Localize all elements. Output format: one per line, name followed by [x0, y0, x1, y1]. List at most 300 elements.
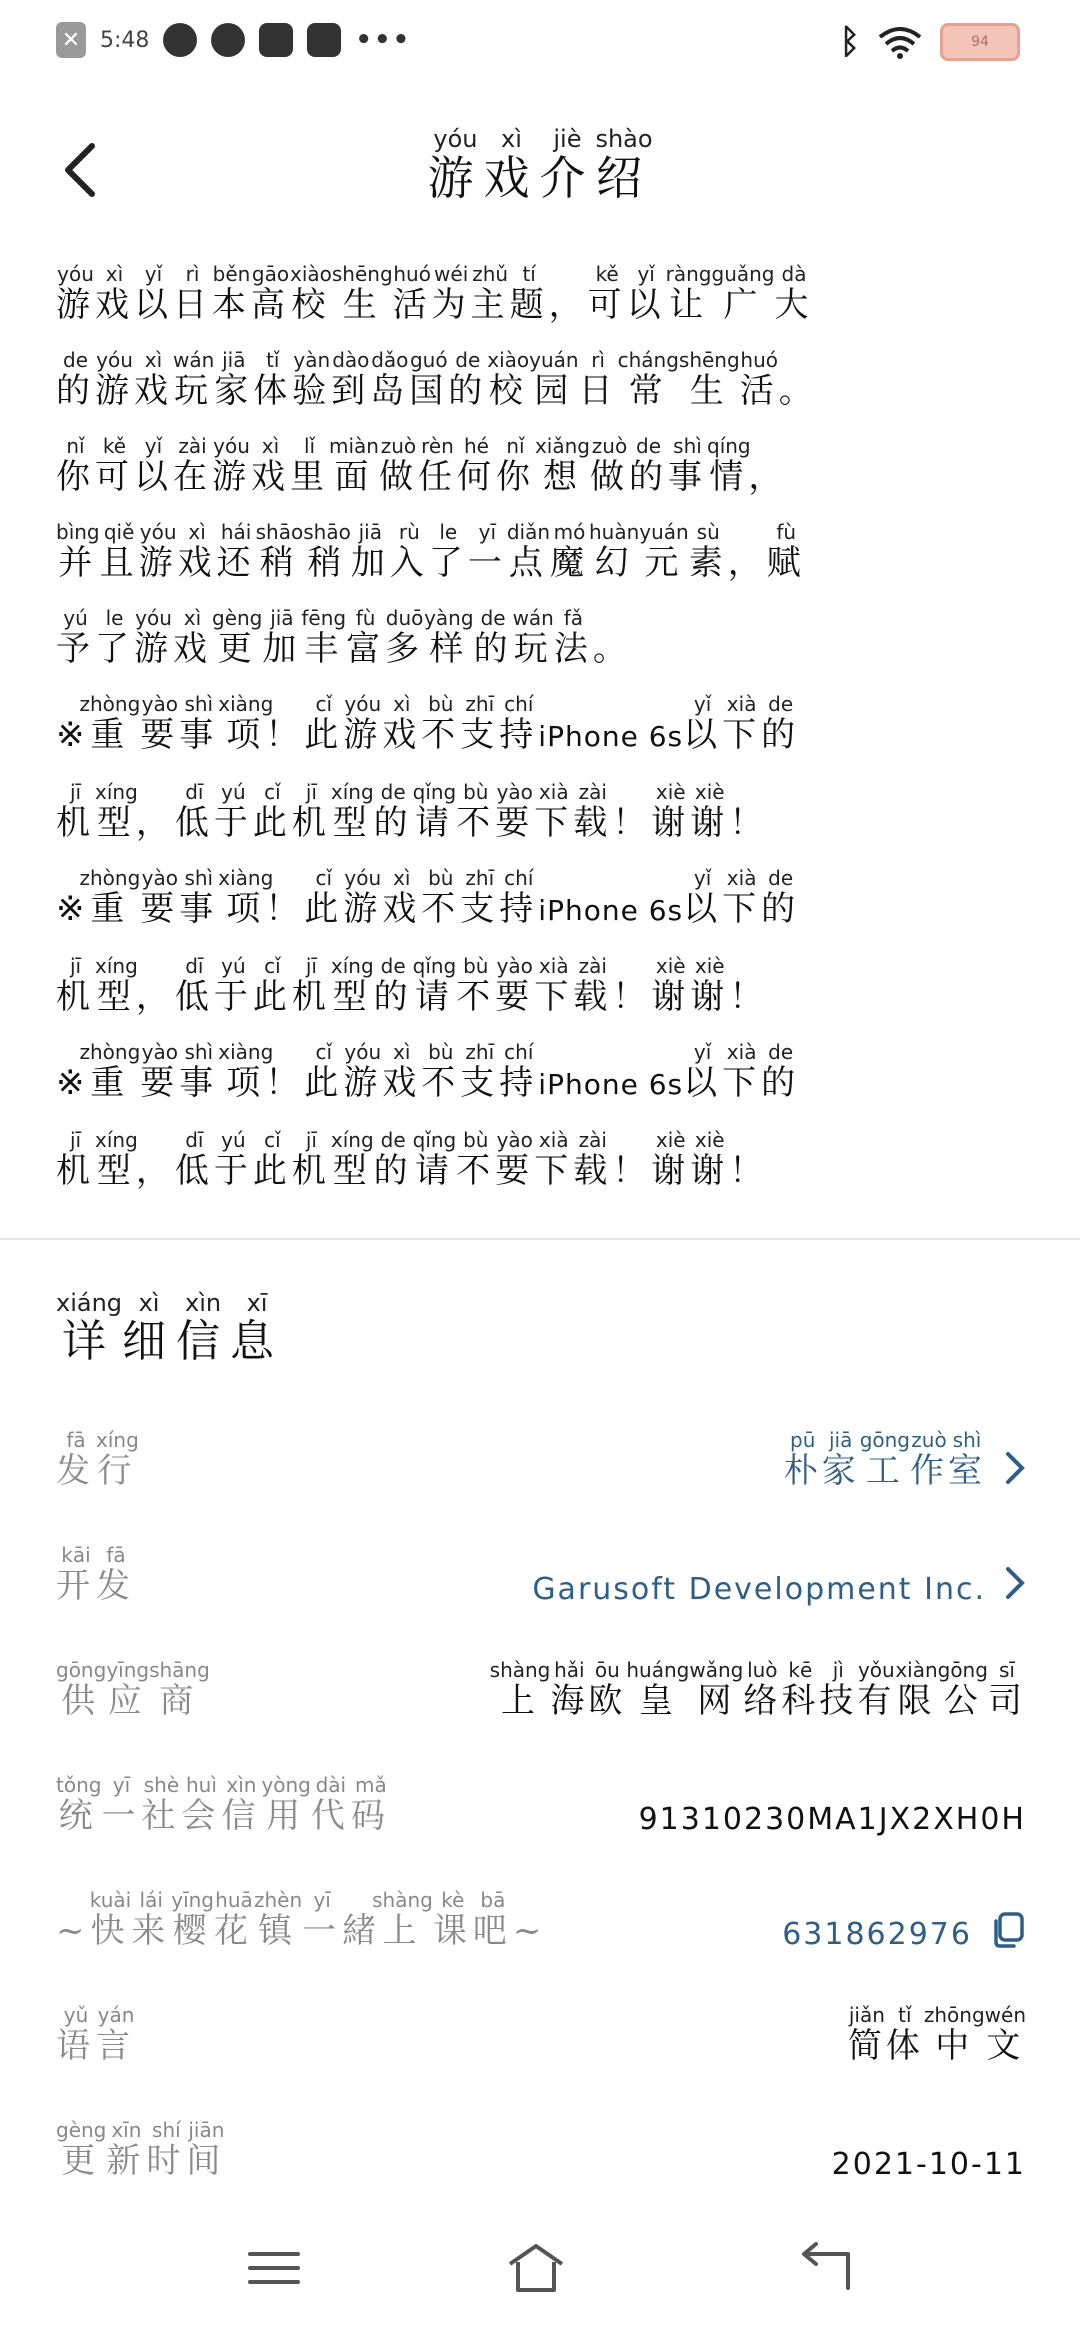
notice-char: ※	[56, 1063, 90, 1103]
update-time-label	[56, 2118, 227, 2182]
supplier-value-char: 欧ōu	[588, 1658, 627, 1721]
intro-char: 且qiě	[99, 520, 139, 583]
notice-char: 游yóu	[343, 1040, 383, 1103]
notice-char: 请qǐng	[412, 1128, 457, 1191]
developer-value[interactable]: Garusoft Development Inc.	[532, 1572, 986, 1607]
supplier-label-char: 应yīng	[106, 1658, 150, 1721]
notice-char: 下xià	[534, 780, 574, 843]
close-notification-icon: ✕	[56, 22, 86, 58]
qq-group-row[interactable]	[56, 1870, 1026, 1960]
intro-char: 广guǎng	[711, 262, 775, 325]
intro-char: 玩wán	[173, 348, 215, 411]
intro-char: 家jiā	[214, 348, 254, 411]
title-char: 介jiè	[539, 125, 596, 205]
notice-char: 下xià	[722, 866, 762, 929]
notice-char: 的de	[373, 780, 413, 843]
intro-char: 的de	[629, 434, 668, 497]
notice-char: 要yào	[140, 1040, 180, 1103]
intro-char: 常cháng	[617, 348, 679, 411]
update-label-char: 时shí	[146, 2118, 187, 2181]
publisher-label	[56, 1428, 139, 1492]
notice-char: 下xià	[534, 1128, 574, 1191]
notice-char: 载zài	[573, 954, 613, 1017]
notice-char: 戏xì	[382, 692, 422, 755]
intro-char: 到dào	[331, 348, 371, 411]
credit-code-row	[56, 1755, 1026, 1845]
intro-char: 了le	[95, 606, 134, 669]
intro-char: 游yóu	[134, 606, 173, 669]
notice-char: iPhone 6s	[538, 894, 684, 927]
notice-char: 型xíng	[95, 954, 138, 1017]
intro-char: 做zuò	[378, 434, 418, 497]
intro-char: ，	[548, 285, 588, 325]
intro-char: 游yóu	[138, 520, 178, 583]
notice-char: 机jī	[56, 954, 95, 1017]
notice-char: 不bù	[421, 866, 461, 929]
language-value-char: 简jiǎn	[847, 2003, 886, 2066]
notice-char: 持chí	[499, 1040, 539, 1103]
credit-label-char: 社shè	[141, 1773, 182, 1836]
game-intro	[56, 262, 1016, 1214]
publisher-value-char: 家jiā	[821, 1428, 860, 1491]
menu-icon[interactable]	[244, 2240, 304, 2296]
intro-char: 为wéi	[431, 262, 471, 325]
notice-char: 要yào	[140, 692, 180, 755]
intro-char: 魔mó	[550, 520, 589, 583]
notice-char: ※	[56, 715, 90, 755]
notice-char: 事shì	[179, 692, 219, 755]
supplier-label-char: 商shāng	[149, 1658, 210, 1721]
notice-char: 于yú	[213, 1128, 253, 1191]
supplier-value-char: 限xiàn	[895, 1658, 938, 1721]
intro-char: 岛dǎo	[370, 348, 410, 411]
notice-char: 不bù	[456, 1128, 496, 1191]
intro-char: 验yàn	[292, 348, 332, 411]
details-title-char: 细xì	[122, 1289, 177, 1367]
notice-char: 此cǐ	[304, 866, 344, 929]
intro-char: 多duō	[385, 606, 425, 669]
system-nav-bar	[0, 2230, 1080, 2310]
qq-label-char: 快kuài	[89, 1888, 132, 1951]
qq-label-char: 镇zhèn	[253, 1888, 303, 1951]
language-value	[847, 2003, 1026, 2067]
intro-char: 高gāo	[251, 262, 290, 325]
title-char: 绍shào	[595, 125, 653, 205]
notice-char: iPhone 6s	[538, 720, 684, 753]
qq-label-char: 樱yīng	[171, 1888, 214, 1951]
intro-char: 稍shāo	[303, 520, 351, 583]
qq-label-char: 课kè	[432, 1888, 473, 1951]
notice-char: 型xíng	[95, 1128, 138, 1191]
notice-char: 谢xiè	[651, 1128, 691, 1191]
notice-char: 重zhòng	[79, 692, 141, 755]
supplier-value	[489, 1658, 1026, 1722]
details-title	[56, 1289, 285, 1369]
intro-char: 何hé	[456, 434, 496, 497]
publisher-value-char: 朴pū	[783, 1428, 822, 1491]
notice-char: 此cǐ	[252, 954, 292, 1017]
wallet-icon	[259, 23, 293, 57]
notice-char: 以yǐ	[683, 692, 723, 755]
notice-char: 游yóu	[343, 692, 383, 755]
update-time-value: 2021-10-11	[831, 2147, 1026, 2182]
intro-line	[56, 262, 1016, 348]
qq-label-char: 緒	[342, 1911, 383, 1951]
notice-char: ！	[612, 803, 652, 843]
intro-char: 戏xì	[134, 348, 173, 411]
notice-char: 谢xiè	[690, 780, 730, 843]
notice-char: 的de	[761, 1040, 801, 1103]
copy-icon[interactable]	[990, 1912, 1026, 1948]
developer-row[interactable]	[56, 1525, 1026, 1615]
page-title	[427, 125, 653, 208]
intro-char: 的de	[473, 606, 513, 669]
supplier-value-char: 技jì	[819, 1658, 858, 1721]
intro-char: 游yóu	[56, 262, 95, 325]
notice-char: 不bù	[421, 1040, 461, 1103]
notice-char: 此cǐ	[304, 692, 344, 755]
intro-char: 点diǎn	[506, 520, 550, 583]
intro-char: 题tí	[509, 262, 549, 325]
intro-char: 以yǐ	[134, 262, 173, 325]
intro-char: 更gèng	[212, 606, 263, 669]
status-bar	[0, 0, 1080, 84]
credit-label-char: 一yī	[101, 1773, 142, 1836]
language-value-char: 文wén	[984, 2003, 1026, 2066]
intro-char: 富fù	[346, 606, 386, 669]
notice-char: 下xià	[534, 954, 574, 1017]
qq-group-label	[56, 1888, 548, 1952]
section-divider	[0, 1238, 1080, 1240]
notice-char: 下xià	[722, 692, 762, 755]
intro-char: ，	[727, 543, 767, 583]
intro-char: 体tǐ	[253, 348, 293, 411]
notice-char: 机jī	[56, 780, 95, 843]
notice-char: 型xíng	[330, 954, 374, 1017]
intro-char: 校xiào	[487, 348, 530, 411]
intro-char: 活huó	[739, 348, 779, 411]
home-icon[interactable]	[506, 2240, 566, 2296]
intro-char: 你nǐ	[56, 434, 95, 497]
intro-char: 幻huàn	[589, 520, 640, 583]
intro-char: 主zhǔ	[470, 262, 510, 325]
back-icon[interactable]	[796, 2240, 856, 2296]
developer-label-char: 发fā	[96, 1543, 136, 1606]
intro-char: 入rù	[389, 520, 429, 583]
intro-line	[56, 434, 1016, 520]
details-title-char: 息xī	[230, 1289, 285, 1367]
intro-char: 玩wán	[512, 606, 554, 669]
intro-char: 戏xì	[95, 262, 134, 325]
notice-char: 机jī	[291, 780, 331, 843]
intro-char: 戏xì	[251, 434, 290, 497]
intro-char: 任rèn	[417, 434, 457, 497]
notice-char: 低dī	[174, 1128, 214, 1191]
notice-char: 要yào	[495, 954, 535, 1017]
supplier-value-char: 公gōng	[937, 1658, 988, 1721]
language-label-char: 言yán	[96, 2003, 136, 2066]
update-time-row	[56, 2100, 1026, 2190]
publisher-value[interactable]	[783, 1428, 986, 1492]
notice-char: ！	[265, 1063, 305, 1103]
notice-char: 事shì	[179, 1040, 219, 1103]
notice-char: 重zhòng	[79, 866, 141, 929]
credit-code-label	[56, 1773, 391, 1837]
notice-char: 以yǐ	[683, 866, 723, 929]
notice-char: 机jī	[56, 1128, 95, 1191]
intro-char: 稍shāo	[255, 520, 304, 583]
credit-label-char: 码mǎ	[350, 1773, 391, 1836]
intro-char: 游yóu	[212, 434, 251, 497]
notice-char: 支zhī	[460, 866, 500, 929]
credit-label-char: 统tǒng	[56, 1773, 102, 1836]
notice-char: ！	[729, 1151, 769, 1191]
intro-char: 加jiā	[262, 606, 302, 669]
intro-char: 校xiào	[290, 262, 332, 325]
intro-char: 戏xì	[177, 520, 217, 583]
notice-char: 载zài	[573, 780, 613, 843]
notice-char: 于yú	[213, 954, 253, 1017]
notice-char: 要yào	[140, 866, 180, 929]
notice-char: 戏xì	[382, 1040, 422, 1103]
intro-char: 游yóu	[95, 348, 134, 411]
notice-char: 型xíng	[330, 1128, 374, 1191]
notice-char: 请qǐng	[412, 954, 457, 1017]
credit-label-char: 会huì	[181, 1773, 222, 1836]
intro-char: 在zài	[173, 434, 212, 497]
qq-label-char: 来lái	[131, 1888, 172, 1951]
notice-char: 谢xiè	[651, 780, 691, 843]
intro-char: 以yǐ	[134, 434, 173, 497]
intro-char: 。	[778, 371, 818, 411]
notice-char: 的de	[761, 692, 801, 755]
notice-line	[56, 780, 1016, 866]
notice-char: 此cǐ	[252, 1128, 292, 1191]
notice-char: 型xíng	[330, 780, 374, 843]
battery-icon	[940, 23, 1020, 61]
notice-char: 游yóu	[343, 866, 383, 929]
notice-char: ！	[729, 977, 769, 1017]
intro-char: 了le	[428, 520, 468, 583]
intro-char: 的de	[448, 348, 488, 411]
notice-char: ，	[135, 803, 175, 843]
intro-char: 加jiā	[350, 520, 390, 583]
bluetooth-icon: ᛒ	[839, 22, 860, 62]
notice-char: 要yào	[495, 780, 535, 843]
intro-char: 园yuán	[529, 348, 579, 411]
details-title-char: 详xiáng	[56, 1289, 123, 1367]
credit-label-char: 用yòng	[261, 1773, 311, 1836]
notice-char: 事shì	[179, 866, 219, 929]
language-value-char: 体tǐ	[885, 2003, 924, 2066]
notice-char: 请qǐng	[412, 780, 457, 843]
notice-char: 谢xiè	[651, 954, 691, 1017]
notice-char: 机jī	[291, 954, 331, 1017]
chevron-right-icon	[1004, 1565, 1026, 1601]
intro-char: 可kě	[95, 434, 134, 497]
supplier-value-char: 海hǎi	[550, 1658, 589, 1721]
notice-char: 项xiàng	[218, 1040, 274, 1103]
notice-char: 支zhī	[460, 1040, 500, 1103]
publisher-label-char: 行xíng	[96, 1428, 139, 1491]
notice-line	[56, 1128, 1016, 1214]
publisher-value-char: 作zuò	[910, 1428, 948, 1491]
notice-char: 要yào	[495, 1128, 535, 1191]
qq-label-char: 花huā	[213, 1888, 254, 1951]
details-title-char: 信xìn	[176, 1289, 231, 1367]
intro-char: 里lǐ	[290, 434, 329, 497]
inbox-icon	[307, 23, 341, 57]
intro-char: 生shēng	[331, 262, 393, 325]
more-notifications-icon: •••	[355, 25, 412, 55]
intro-char: 一yī	[467, 520, 507, 583]
supplier-value-char: 科kē	[781, 1658, 820, 1721]
publisher-label-char: 发fā	[56, 1428, 96, 1491]
publisher-row[interactable]	[56, 1410, 1026, 1500]
notice-char: ！	[729, 803, 769, 843]
publisher-value-char: 室shì	[948, 1428, 986, 1491]
notice-char: 的de	[373, 954, 413, 1017]
supplier-value-char: 皇huáng	[626, 1658, 690, 1721]
intro-char: ，	[748, 457, 788, 497]
notice-char: 型xíng	[95, 780, 138, 843]
notice-char: 以yǐ	[683, 1040, 723, 1103]
language-label-char: 语yǔ	[56, 2003, 96, 2066]
supplier-value-char: 上shàng	[489, 1658, 551, 1721]
intro-char: 赋fù	[766, 520, 806, 583]
intro-char: 日rì	[578, 348, 618, 411]
notice-char: 下xià	[722, 1040, 762, 1103]
notice-char: ※	[56, 889, 90, 929]
intro-char: 戏xì	[173, 606, 212, 669]
supplier-value-char: 络luò	[743, 1658, 782, 1721]
notice-char: iPhone 6s	[538, 1068, 684, 1101]
chevron-right-icon	[1004, 1450, 1026, 1486]
intro-char: 的de	[56, 348, 95, 411]
credit-label-char: 代dài	[310, 1773, 351, 1836]
notice-char: 低dī	[174, 954, 214, 1017]
intro-char: 还hái	[216, 520, 256, 583]
supplier-label-char: 供gōng	[56, 1658, 107, 1721]
language-row	[56, 1985, 1026, 2075]
intro-char: 以yǐ	[626, 262, 666, 325]
notice-char: 不bù	[456, 780, 496, 843]
intro-char: 元yuán	[639, 520, 689, 583]
supplier-row	[56, 1640, 1026, 1730]
notice-line	[56, 1040, 1016, 1128]
update-label-char: 新xīn	[106, 2118, 147, 2181]
notice-char: ！	[265, 715, 305, 755]
intro-char: 本běn	[212, 262, 251, 325]
intro-char: 样yàng	[424, 606, 474, 669]
notice-char: 持chí	[499, 866, 539, 929]
supplier-label	[56, 1658, 210, 1722]
intro-char: 日rì	[173, 262, 212, 325]
notice-char: 不bù	[456, 954, 496, 1017]
language-label	[56, 2003, 136, 2067]
notice-char: 不bù	[421, 692, 461, 755]
notice-line	[56, 866, 1016, 954]
wifi-icon	[878, 25, 922, 59]
notice-line	[56, 692, 1016, 780]
title-char: 游yóu	[427, 125, 484, 205]
notice-char: 项xiàng	[218, 692, 274, 755]
intro-char: 生shēng	[678, 348, 740, 411]
intro-char: 法fǎ	[553, 606, 593, 669]
intro-char: 你nǐ	[495, 434, 535, 497]
status-time: 5:48	[100, 27, 150, 53]
intro-char: 国guó	[409, 348, 449, 411]
notice-char: 于yú	[213, 780, 253, 843]
title-char: 戏xì	[483, 125, 540, 205]
cloud-icon	[163, 23, 197, 57]
publisher-value-char: 工gōng	[859, 1428, 910, 1491]
intro-char: 可kě	[587, 262, 627, 325]
update-label-char: 间jiān	[186, 2118, 227, 2181]
credit-code-value: 91310230MA1JX2XH0H	[638, 1802, 1026, 1837]
intro-char: 让ràng	[665, 262, 712, 325]
notice-char: ！	[612, 977, 652, 1017]
intro-char: 。	[592, 629, 632, 669]
intro-char: 活huó	[392, 262, 432, 325]
notice-char: 支zhī	[460, 692, 500, 755]
notice-char: 的de	[373, 1128, 413, 1191]
intro-line	[56, 520, 1016, 606]
pinwheel-icon	[211, 23, 245, 57]
intro-char: 想xiǎng	[534, 434, 590, 497]
notice-char: 持chí	[499, 692, 539, 755]
notice-char: 谢xiè	[690, 1128, 730, 1191]
intro-char: 大dà	[774, 262, 814, 325]
notice-char: ，	[135, 977, 175, 1017]
supplier-value-char: 有yǒu	[857, 1658, 896, 1721]
intro-line	[56, 348, 1016, 434]
intro-char: 丰fēng	[301, 606, 347, 669]
qq-label-char: ~	[512, 1911, 548, 1951]
notice-char: ！	[265, 889, 305, 929]
notice-char: 重zhòng	[79, 1040, 141, 1103]
notice-char: 的de	[761, 866, 801, 929]
qq-label-char: 一yī	[302, 1888, 343, 1951]
battery-level: 94	[971, 34, 989, 50]
update-label-char: 更gèng	[56, 2118, 107, 2181]
notice-char: ，	[135, 1151, 175, 1191]
qq-label-char: 上shàng	[372, 1888, 433, 1951]
notice-char: 机jī	[291, 1128, 331, 1191]
qq-label-char: 吧bā	[472, 1888, 513, 1951]
credit-label-char: 信xìn	[221, 1773, 262, 1836]
language-value-char: 中zhōng	[923, 2003, 985, 2066]
intro-char: 素sù	[688, 520, 728, 583]
developer-label-char: 开kāi	[56, 1543, 96, 1606]
notice-char: ！	[612, 1151, 652, 1191]
developer-label	[56, 1543, 136, 1607]
notice-char: 低dī	[174, 780, 214, 843]
intro-char: 予yú	[56, 606, 95, 669]
notice-char: 戏xì	[382, 866, 422, 929]
intro-char: 做zuò	[590, 434, 629, 497]
intro-line	[56, 606, 1016, 692]
intro-char: 情qíng	[707, 434, 751, 497]
notice-char: 谢xiè	[690, 954, 730, 1017]
qq-label-char: ~	[56, 1911, 91, 1951]
supplier-value-char: 网wǎng	[689, 1658, 744, 1721]
notice-line	[56, 954, 1016, 1040]
intro-notices	[56, 692, 1016, 1214]
notice-char: 载zài	[573, 1128, 613, 1191]
intro-char: 面miàn	[329, 434, 379, 497]
intro-paragraph	[56, 262, 1016, 692]
